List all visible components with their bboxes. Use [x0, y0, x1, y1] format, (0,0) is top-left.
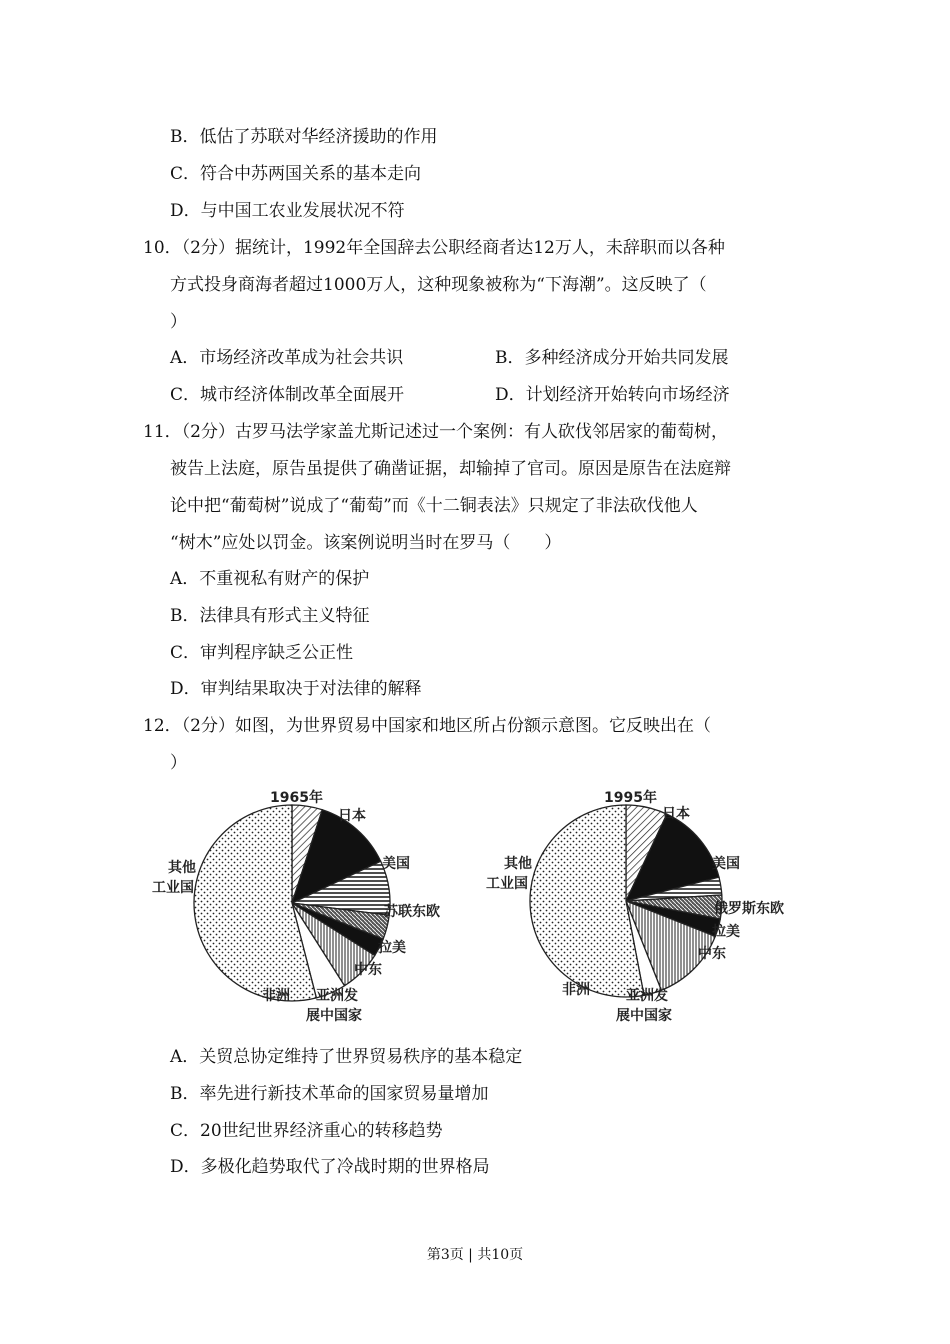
q9-option-c: C．符合中苏两国关系的基本走向: [170, 164, 422, 184]
pie-1965-label-japan: 日本: [338, 808, 366, 824]
trade-share-pie-charts: [140, 780, 820, 1035]
pie-1965-label-asia-line2: 展中国家: [306, 1008, 362, 1024]
pie-1995-label-latam: 拉美: [712, 924, 740, 940]
pie-1995-label-asia-line2: 展中国家: [616, 1008, 672, 1024]
q10-option-d: D．计划经济开始转向市场经济: [495, 385, 730, 405]
q9-option-b: B．低估了苏联对华经济援助的作用: [170, 127, 438, 147]
q10-option-a: A．市场经济改革成为社会共识: [170, 348, 404, 368]
q12-stem-line1: 12．（2分）如图，为世界贸易中国家和地区所占份额示意图。它反映出在（: [143, 716, 711, 736]
pie-1995-title: 1995年: [604, 790, 657, 806]
pie-1965-label-usa: 美国: [382, 856, 410, 872]
q11-option-a: A．不重视私有财产的保护: [170, 569, 370, 589]
pie-1995-label-mideast: 中东: [698, 946, 726, 962]
q11-stem-line1: 11．（2分）古罗马法学家盖尤斯记述过一个案例：有人砍伐邻居家的葡萄树，: [143, 422, 728, 442]
q10-stem-line2: 方式投身商海者超过1000万人，这种现象被称为“下海潮”。这反映了（: [170, 275, 707, 295]
q10-option-b: B．多种经济成分开始共同发展: [495, 348, 729, 368]
q12-stem-line2: ）: [170, 753, 187, 773]
q10-option-c: C．城市经济体制改革全面展开: [170, 385, 405, 405]
q12-option-c: C．20世纪世界经济重心的转移趋势: [170, 1121, 443, 1141]
pie-1965-label-africa: 非洲: [262, 988, 290, 1004]
q10-stem-line1: 10．（2分）据统计，1992年全国辞去公职经商者达12万人，未辞职而以各种: [143, 238, 725, 258]
q10-stem-line3: ）: [170, 312, 187, 332]
pie-1995-label-other-line1: 其他: [504, 856, 532, 872]
q12-option-a: A．关贸总协定维持了世界贸易秩序的基本稳定: [170, 1047, 523, 1067]
q11-stem-line2: 被告上法庭，原告虽提供了确凿证据，却输掉了官司。原因是原告在法庭辩: [170, 459, 731, 479]
q11-option-b: B．法律具有形式主义特征: [170, 606, 370, 626]
q11-stem-line4: “树木”应处以罚金。该案例说明当时在罗马（ ）: [170, 533, 562, 553]
pie-1995-label-other-line2: 工业国: [486, 876, 528, 892]
pie-1965-title: 1965年: [270, 790, 323, 806]
pie-1995: [530, 805, 722, 997]
pie-1995-label-asia-line1: 亚洲发: [626, 988, 668, 1004]
page-footer: 第3页 | 共10页: [426, 1247, 524, 1263]
pie-1995-label-east: 俄罗斯东欧: [714, 901, 784, 917]
pie-1965-label-asia-line1: 亚洲发: [316, 988, 358, 1004]
q11-stem-line3: 论中把“葡萄树”说成了“葡萄”而《十二铜表法》只规定了非法砍伐他人: [170, 496, 698, 516]
q12-option-d: D．多极化趋势取代了冷战时期的世界格局: [170, 1157, 490, 1177]
q9-option-d: D．与中国工农业发展状况不符: [170, 201, 405, 221]
pie-1965-label-latam: 拉美: [378, 940, 406, 956]
pie-1965-label-mideast: 中东: [354, 962, 382, 978]
pie-1965-label-other-line2: 工业国: [152, 880, 194, 896]
pie-1995-label-africa: 非洲: [562, 982, 590, 998]
pie-1965-label-east: 苏联东欧: [384, 904, 440, 920]
pie-1965-label-other-line1: 其他: [168, 860, 196, 876]
q11-option-c: C．审判程序缺乏公正性: [170, 643, 354, 663]
pie-1995-label-usa: 美国: [712, 856, 740, 872]
q11-option-d: D．审判结果取决于对法律的解释: [170, 679, 422, 699]
q12-option-b: B．率先进行新技术革命的国家贸易量增加: [170, 1084, 489, 1104]
pie-1995-label-japan: 日本: [662, 806, 690, 822]
